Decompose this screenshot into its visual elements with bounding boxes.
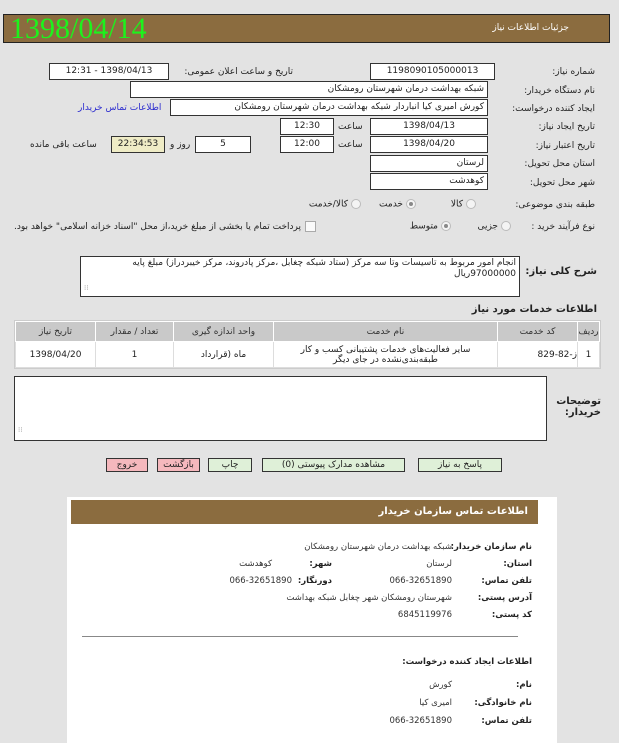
family-label: نام خانوادگی:: [474, 698, 532, 708]
org-value: شبکه بهداشت درمان شهرستان رومشکان: [304, 542, 452, 552]
category-goods-label: کالا: [450, 199, 463, 210]
family-value: امیری کیا: [419, 698, 452, 708]
payment-checkbox[interactable]: [14, 221, 320, 232]
col-name: نام خدمت: [274, 322, 498, 342]
city-label-2: شهر:: [309, 559, 332, 569]
header-title: جزئیات اطلاعات نیاز: [492, 23, 569, 33]
creator-phone-label: تلفن تماس:: [481, 716, 532, 726]
remaining-time-field: 22:34:53: [111, 136, 165, 153]
remaining-label: ساعت باقی مانده: [30, 140, 97, 150]
purchase-minor-label: جزیی: [477, 221, 498, 232]
city-label: شهر محل تحویل:: [529, 178, 595, 188]
created-date-field: 1398/04/13: [370, 118, 488, 135]
col-code: کد خدمت: [498, 322, 578, 342]
days-label: روز و: [170, 140, 191, 150]
buyer-contact-card: [67, 497, 557, 743]
col-unit: واحد اندازه گیری: [174, 322, 274, 342]
exit-button[interactable]: خروج: [106, 458, 148, 472]
payment-note: پرداخت تمام یا بخشی از مبلغ خرید،از محل "اسناد خزانه اسلامی" خواهد بود.: [14, 222, 302, 232]
valid-date-label: تاریخ اعتبار نیاز:: [535, 141, 595, 151]
cell-code: ز-82-829: [498, 342, 578, 368]
description-field[interactable]: انجام امور مربوط به تاسیسات وتا سه مرکز (ستاد شبکه چغابل ،مرکز پادروند، مرکز خیبردراز) مبلغ پایه 97000000ریال ⁞⁞: [80, 256, 520, 297]
fax-value: 066-32651890: [229, 576, 292, 586]
buyer-label: نام دستگاه خریدار:: [524, 86, 595, 96]
creator-phone-value: 066-32651890: [389, 716, 452, 726]
table-row: [16, 342, 600, 368]
buyer-notes-label: توضیحات خریدار:: [556, 396, 601, 418]
reply-button[interactable]: پاسخ به نیاز: [418, 458, 502, 472]
created-time-field: 12:30: [280, 118, 334, 135]
cell-name: سایر فعالیت‌های خدمات پشتیبانی کسب و کار طبقه‌بندی‌نشده در جای دیگر: [274, 342, 498, 368]
category-radio-both[interactable]: [309, 199, 364, 210]
postal-value: 6845119976: [397, 610, 452, 620]
cell-date: 1398/04/20: [16, 342, 96, 368]
cell-qty: 1: [96, 342, 174, 368]
name-value: کورش: [429, 680, 452, 690]
buyer-notes-field[interactable]: ⁞⁞: [14, 376, 547, 441]
cell-row: 1: [578, 342, 600, 368]
province-label: استان محل تحویل:: [524, 159, 595, 169]
name-label: نام:: [515, 680, 532, 690]
buyer-contact-link[interactable]: اطلاعات تماس خریدار: [78, 103, 162, 113]
need-number-label: شماره نیاز:: [552, 67, 595, 77]
col-qty: تعداد / مقدار: [96, 322, 174, 342]
created-date-label: تاریخ ایجاد نیاز:: [538, 122, 595, 132]
purchase-medium-label: متوسط: [409, 221, 438, 232]
description-label: شرح کلی نیاز:: [525, 266, 597, 277]
province-value: لرستان: [426, 559, 452, 569]
view-attachments-button[interactable]: مشاهده مدارک پیوستی (0): [262, 458, 405, 472]
city-value: کوهدشت: [239, 559, 272, 569]
purchase-radio-minor[interactable]: [477, 221, 514, 232]
category-label: طبقه بندی موضوعی:: [515, 200, 595, 210]
category-service-label: خدمت: [379, 199, 403, 210]
days-field: 5: [195, 136, 251, 153]
phone-label: تلفن تماس:: [481, 576, 532, 586]
city-field: کوهدشت: [370, 173, 488, 190]
created-time-label: ساعت: [338, 122, 363, 132]
creator-info-title: اطلاعات ایجاد کننده درخواست:: [402, 657, 532, 667]
page-header: [3, 14, 610, 43]
address-label: آدرس پستی:: [477, 593, 532, 603]
category-radio-service[interactable]: [379, 199, 419, 210]
phone-value: 066-32651890: [389, 576, 452, 586]
print-button[interactable]: چاپ: [208, 458, 252, 472]
back-button[interactable]: بازگشت: [157, 458, 200, 472]
cell-unit: ماه (قرارداد: [174, 342, 274, 368]
buyer-field: شبکه بهداشت درمان شهرستان رومشکان: [130, 81, 488, 98]
valid-time-field: 12:00: [280, 136, 334, 153]
org-label: نام سازمان خریدار:: [450, 542, 532, 552]
divider: [82, 636, 518, 637]
description-text: انجام امور مربوط به تاسیسات وتا سه مرکز (ستاد شبکه چغابل ،مرکز پادروند، مرکز خیبردراز) مبلغ پایه 97000000ریال: [132, 258, 516, 279]
purchase-type-label: نوع فرآیند خرید :: [531, 222, 595, 232]
province-label-2: استان:: [503, 559, 532, 569]
category-both-label: کالا/خدمت: [308, 199, 348, 210]
province-field: لرستان: [370, 155, 488, 172]
col-date: تاریخ نیاز: [16, 322, 96, 342]
col-row: ردیف: [578, 322, 600, 342]
header-date: 1398/04/14: [10, 12, 147, 45]
announce-field: 1398/04/13 - 12:31: [49, 63, 169, 80]
creator-label: ایجاد کننده درخواست:: [512, 104, 595, 114]
address-value: شهرستان رومشکان شهر چغابل شبکه بهداشت: [286, 593, 452, 603]
valid-time-label: ساعت: [338, 140, 363, 150]
valid-date-field: 1398/04/20: [370, 136, 488, 153]
need-number-field: 1198090105000013: [370, 63, 495, 80]
services-table: [14, 320, 601, 369]
announce-label: تاریخ و ساعت اعلان عمومی:: [184, 67, 293, 77]
contact-card-title: اطلاعات تماس سازمان خریدار: [71, 500, 538, 524]
table-header: [16, 322, 600, 342]
purchase-radio-medium[interactable]: [410, 221, 454, 232]
services-title: اطلاعات خدمات مورد نیاز: [471, 304, 597, 315]
creator-field: کورش امیری کیا انباردار شبکه بهداشت درمان شهرستان رومشکان: [170, 99, 488, 116]
category-radio-goods[interactable]: [451, 199, 479, 210]
fax-label: دورنگار:: [297, 576, 332, 586]
postal-label: کد پستی:: [491, 610, 532, 620]
